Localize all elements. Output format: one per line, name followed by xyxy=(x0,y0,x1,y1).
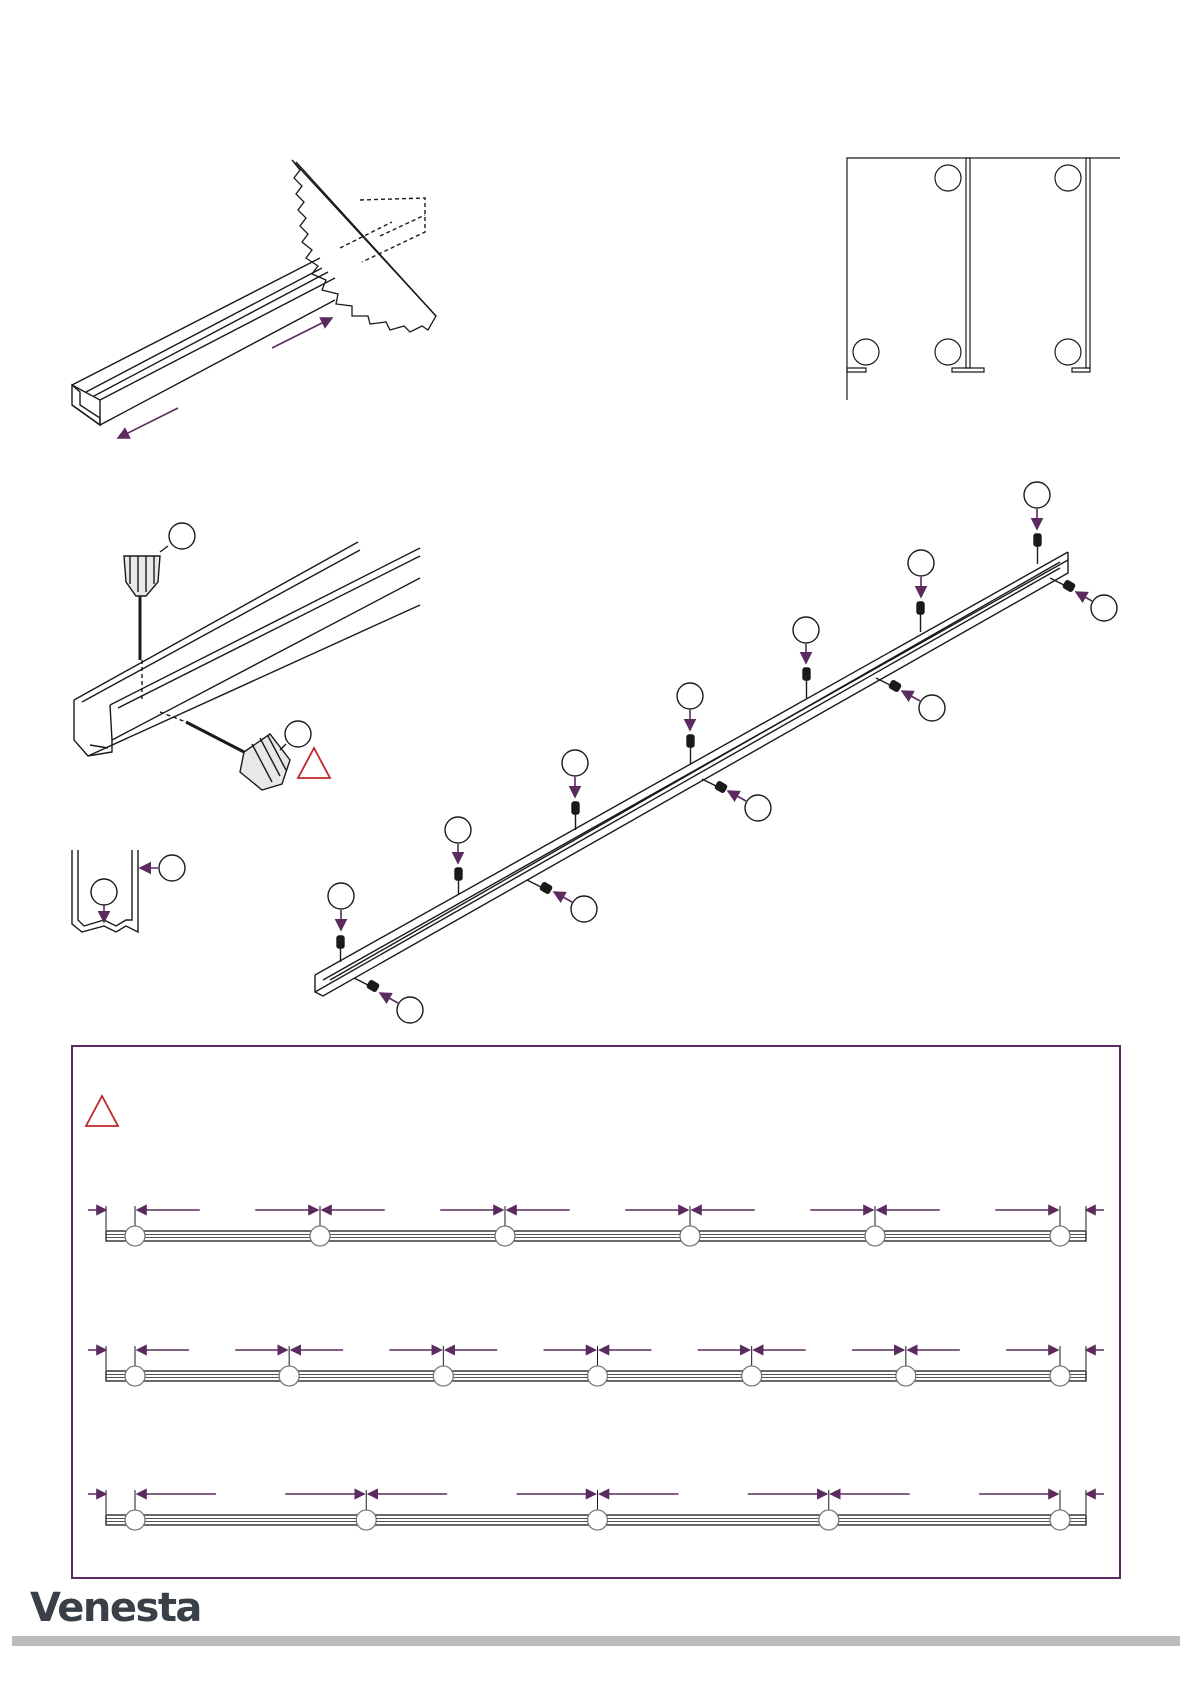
fixing-point-circle xyxy=(1050,1510,1070,1530)
fixing-point-circle xyxy=(433,1366,453,1386)
screw-icon xyxy=(917,602,924,632)
fixing-point-circle xyxy=(588,1510,608,1530)
fixing-point-circle xyxy=(125,1366,145,1386)
fixing-point-circle xyxy=(680,1226,700,1246)
callout-circle-icon xyxy=(745,795,771,821)
warning-triangle-icon xyxy=(86,1096,118,1126)
fixing-point-circle xyxy=(819,1510,839,1530)
fixing-point-circle xyxy=(896,1366,916,1386)
saw-blade-icon xyxy=(292,160,436,332)
fixing-point-circle xyxy=(279,1366,299,1386)
channel-profile xyxy=(72,850,185,932)
fixing-point-circle xyxy=(1050,1366,1070,1386)
callout-circle-icon xyxy=(935,339,961,365)
callout-circle-icon xyxy=(445,817,471,843)
elevation-illustration xyxy=(847,158,1120,400)
callout-circle-icon xyxy=(853,339,879,365)
fixing-point-circle xyxy=(125,1226,145,1246)
fixing-point-circle xyxy=(1050,1226,1070,1246)
brand-logo: Venesta xyxy=(30,1585,201,1631)
callout-circle-icon xyxy=(571,896,597,922)
screw-icon xyxy=(527,880,552,894)
fixing-point-circle xyxy=(125,1510,145,1530)
callout-circle-icon xyxy=(159,855,185,881)
callout-circle-icon xyxy=(285,721,311,747)
callout-circle-icon xyxy=(677,683,703,709)
screw-icon xyxy=(687,735,694,764)
callout-circle-icon xyxy=(562,750,588,776)
callout-circle-icon xyxy=(91,879,117,905)
callout-circle-icon xyxy=(908,550,934,576)
drill-icon xyxy=(186,722,290,790)
callout-circle-icon xyxy=(397,997,423,1023)
fixing-point-circle xyxy=(356,1510,376,1530)
screw-icon xyxy=(337,936,344,962)
screw-icon xyxy=(354,978,379,992)
callout-circle-icon xyxy=(169,523,195,549)
screw-icon xyxy=(876,678,901,692)
cutting-illustration xyxy=(72,160,436,438)
screw-icon xyxy=(455,868,462,895)
drilling-illustration xyxy=(74,523,420,790)
screw-icon xyxy=(803,668,810,698)
fixing-point-circle xyxy=(865,1226,885,1246)
fixing-point-circle xyxy=(588,1366,608,1386)
callout-circle-icon xyxy=(328,883,354,909)
footer-bar xyxy=(12,1636,1180,1646)
screw-icon xyxy=(702,779,727,793)
callout-circle-icon xyxy=(1091,595,1117,621)
drill-icon xyxy=(124,556,160,660)
fixing-point-circle xyxy=(495,1226,515,1246)
channel-bar xyxy=(106,1231,1086,1241)
fixing-point-circle xyxy=(310,1226,330,1246)
callout-circle-icon xyxy=(1024,482,1050,508)
callout-circle-icon xyxy=(793,617,819,643)
callout-circle-icon xyxy=(1055,165,1081,191)
screw-icon xyxy=(1034,534,1041,564)
spacing-panel xyxy=(72,1046,1120,1578)
screw-icon xyxy=(572,802,579,830)
long-channel-illustration xyxy=(315,482,1117,1023)
fixing-point-circle xyxy=(742,1366,762,1386)
warning-triangle-icon xyxy=(298,748,330,778)
screw-icon xyxy=(1050,578,1075,592)
callout-circle-icon xyxy=(1055,339,1081,365)
callout-circle-icon xyxy=(935,165,961,191)
callout-circle-icon xyxy=(919,695,945,721)
spacing-rows xyxy=(88,1206,1104,1530)
